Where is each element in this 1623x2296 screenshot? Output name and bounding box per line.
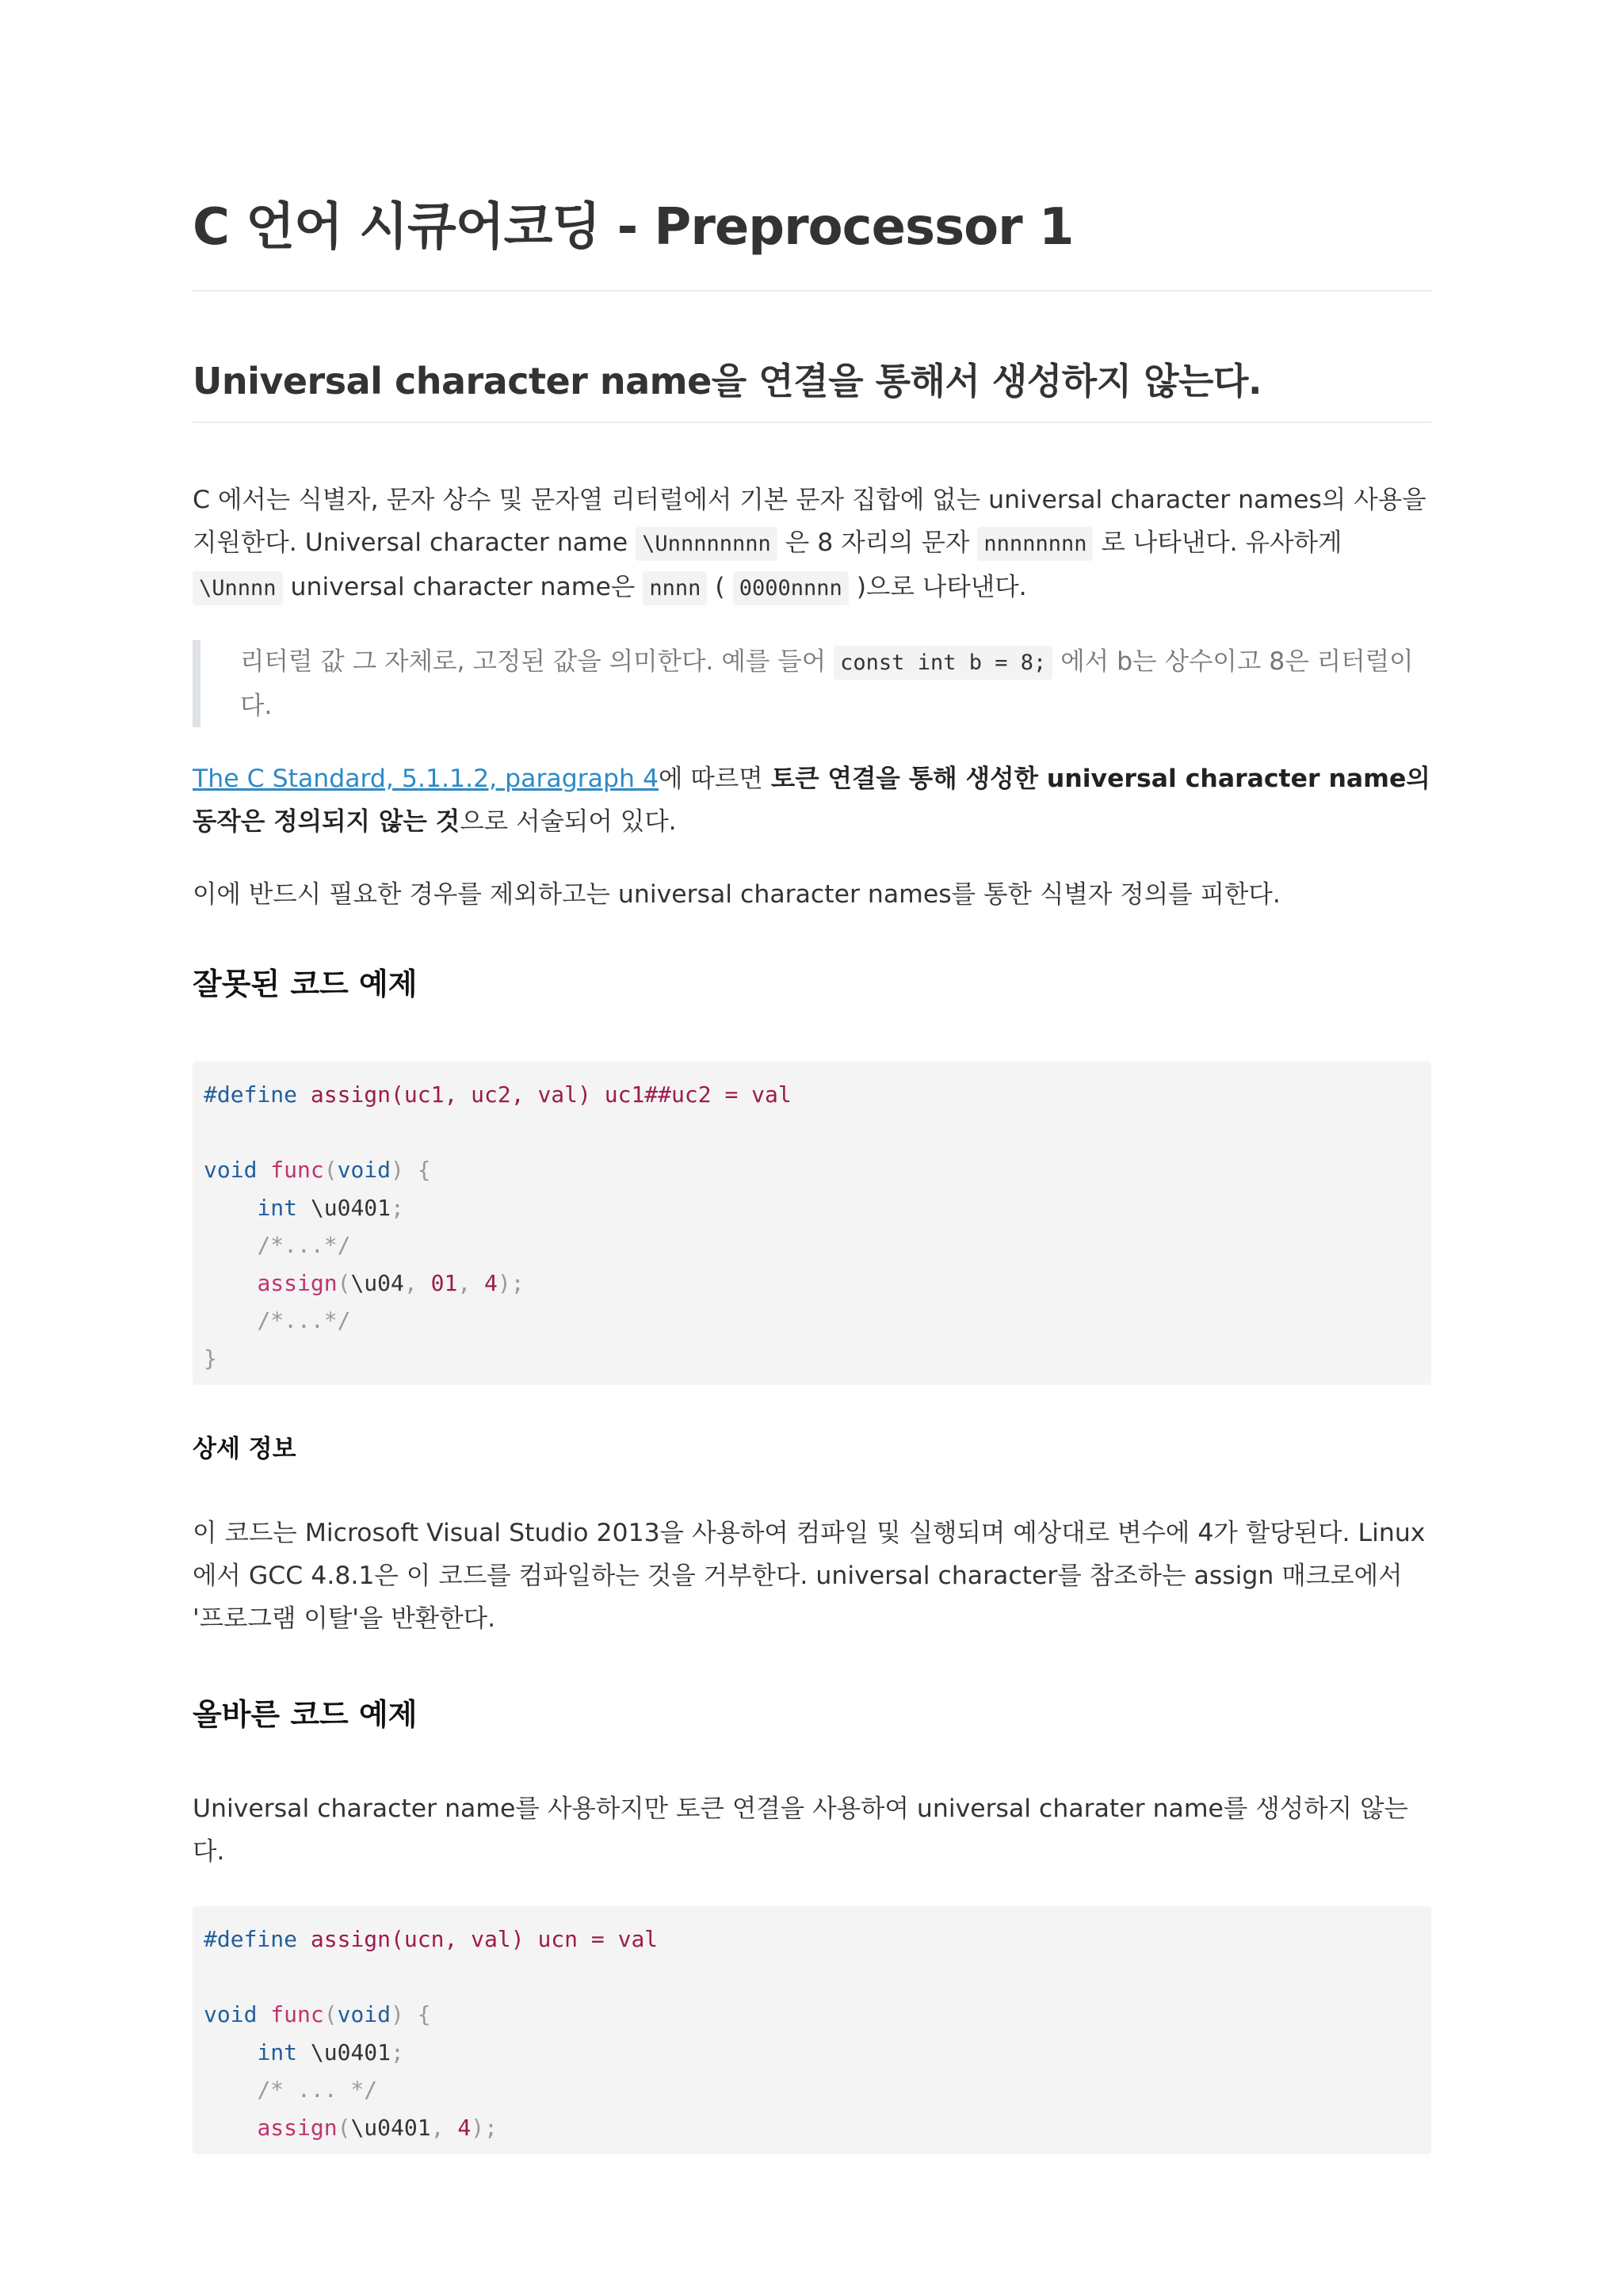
document-page bbox=[193, 184, 1431, 2176]
code2-num-4: 4 bbox=[457, 2114, 472, 2141]
intro-text-1: C 에서는 식별자, 문자 상수 및 문자열 리터럴에서 기본 문자 집합에 없는 universal character names의 사용을 지원한다. Universal character name bbox=[193, 486, 1426, 557]
standard-paragraph bbox=[193, 757, 1431, 843]
inline-code-unnnnnnnn: \Unnnnnnnn bbox=[636, 527, 777, 561]
intro-text-5: ( bbox=[707, 573, 733, 601]
good-code-block bbox=[193, 1906, 1431, 2154]
inline-code-nnnn: nnnn bbox=[643, 571, 707, 605]
code2-assign-call: assign bbox=[257, 2114, 338, 2141]
code1-comment-1: /*...*/ bbox=[257, 1232, 351, 1258]
code2-paren-open: ( bbox=[323, 2001, 338, 2027]
code1-close-brace: } bbox=[204, 1344, 217, 1371]
detail-paragraph: 이 코드는 Microsoft Visual Studio 2013을 사용하여 컴파일 및 실행되며 예상대로 변수에 4가 할당된다. Linux에서 GCC 4.8.1은 이 코드를 컴파일하는 것을 거부한다. universal character를 참조하는 assign 매크로에서 '프로그램 이탈'을 반환한다. bbox=[193, 1519, 1426, 1633]
code2-macro: assign(ucn, val) ucn = val bbox=[297, 1926, 659, 1952]
page-title: C 언어 시큐어코딩 - Preprocessor 1 bbox=[193, 184, 1431, 292]
blockquote-text bbox=[240, 640, 1431, 727]
intro-text-6: )으로 나타낸다. bbox=[848, 573, 1027, 601]
intro-text-4: universal character name은 bbox=[282, 573, 643, 601]
code1-assign-close: ); bbox=[497, 1269, 525, 1296]
literal-note-blockquote bbox=[193, 640, 1431, 727]
code1-void-param: void bbox=[337, 1157, 391, 1183]
code2-assign-open: ( bbox=[337, 2114, 351, 2141]
intro-text-3: 로 나타낸다. 유사하게 bbox=[1093, 528, 1342, 557]
code1-paren-close: ) { bbox=[391, 1157, 431, 1183]
detail-heading: 상세 정보 bbox=[193, 1435, 296, 1463]
code1-comma-2: , bbox=[457, 1269, 485, 1296]
intro-text-2: 은 8 자리의 문자 bbox=[777, 528, 978, 557]
code1-define: #define bbox=[204, 1081, 298, 1108]
c-standard-link[interactable]: The C Standard, 5.1.1.2, paragraph 4 bbox=[193, 765, 659, 793]
code2-paren-close: ) { bbox=[391, 2001, 431, 2027]
good-example-paragraph: Universal character name를 사용하지만 토큰 연결을 사용하여 universal charater name를 생성하지 않는다. bbox=[193, 1794, 1408, 1866]
code1-num-01: 01 bbox=[430, 1269, 458, 1296]
bad-example-heading: 잘못된 코드 예제 bbox=[193, 967, 418, 1001]
inline-code-0000nnnn: 0000nnnn bbox=[733, 571, 849, 605]
code1-macro: assign(uc1, uc2, val) uc1##uc2 = val bbox=[297, 1081, 792, 1108]
code2-assign-arg: \u0401 bbox=[350, 2114, 431, 2141]
code1-semicolon: ; bbox=[391, 1194, 404, 1221]
code2-void: void bbox=[204, 2001, 258, 2027]
code1-identifier: \u0401 bbox=[297, 1194, 391, 1221]
code2-define: #define bbox=[204, 1926, 298, 1952]
code2-comma: , bbox=[430, 2114, 458, 2141]
code2-void-param: void bbox=[337, 2001, 391, 2027]
code2-semicolon: ; bbox=[391, 2039, 404, 2065]
code1-assign-call: assign bbox=[257, 1269, 338, 1296]
code2-int: int bbox=[257, 2039, 298, 2065]
code2-comment: /* ... */ bbox=[257, 2077, 378, 2103]
bad-code-block bbox=[193, 1062, 1431, 1385]
code1-comment-2: /*...*/ bbox=[257, 1307, 351, 1333]
inline-code-nnnnnnnn: nnnnnnnn bbox=[977, 527, 1093, 561]
avoid-paragraph: 이에 반드시 필요한 경우를 제외하고는 universal character names를 통한 식별자 정의를 피한다. bbox=[193, 880, 1281, 909]
undefined-behavior-emphasis: 토큰 연결을 통해 생성한 universal character name의 동작은 정의되지 않는 것 bbox=[193, 765, 1430, 836]
code1-paren-open: ( bbox=[323, 1157, 338, 1183]
quote-text-2: 에서 b는 상수이고 8은 리터럴이다. bbox=[240, 647, 1414, 720]
code2-assign-close: ); bbox=[471, 2114, 498, 2141]
code2-func: func bbox=[270, 2001, 324, 2027]
code2-identifier: \u0401 bbox=[297, 2039, 391, 2065]
code1-func: func bbox=[270, 1157, 324, 1183]
good-example-heading: 올바른 코드 예제 bbox=[193, 1697, 418, 1732]
code1-comma-1: , bbox=[403, 1269, 431, 1296]
standard-text-2: 으로 서술되어 있다. bbox=[460, 807, 677, 836]
section-heading: Universal character name을 연결을 통해서 생성하지 않는다. bbox=[193, 355, 1431, 423]
code1-assign-arg: \u04 bbox=[350, 1269, 404, 1296]
quote-text-1: 리터럴 값 그 자체로, 고정된 값을 의미한다. 예를 들어 bbox=[240, 647, 834, 676]
intro-paragraph bbox=[193, 479, 1431, 610]
code1-assign-open: ( bbox=[337, 1269, 351, 1296]
code1-int: int bbox=[257, 1194, 298, 1221]
code1-num-4: 4 bbox=[484, 1269, 498, 1296]
inline-code-const-int: const int b = 8; bbox=[834, 646, 1052, 680]
inline-code-unnnn: \Unnnn bbox=[193, 571, 283, 605]
standard-text-1: 에 따르면 bbox=[658, 765, 771, 793]
code1-void: void bbox=[204, 1157, 258, 1183]
